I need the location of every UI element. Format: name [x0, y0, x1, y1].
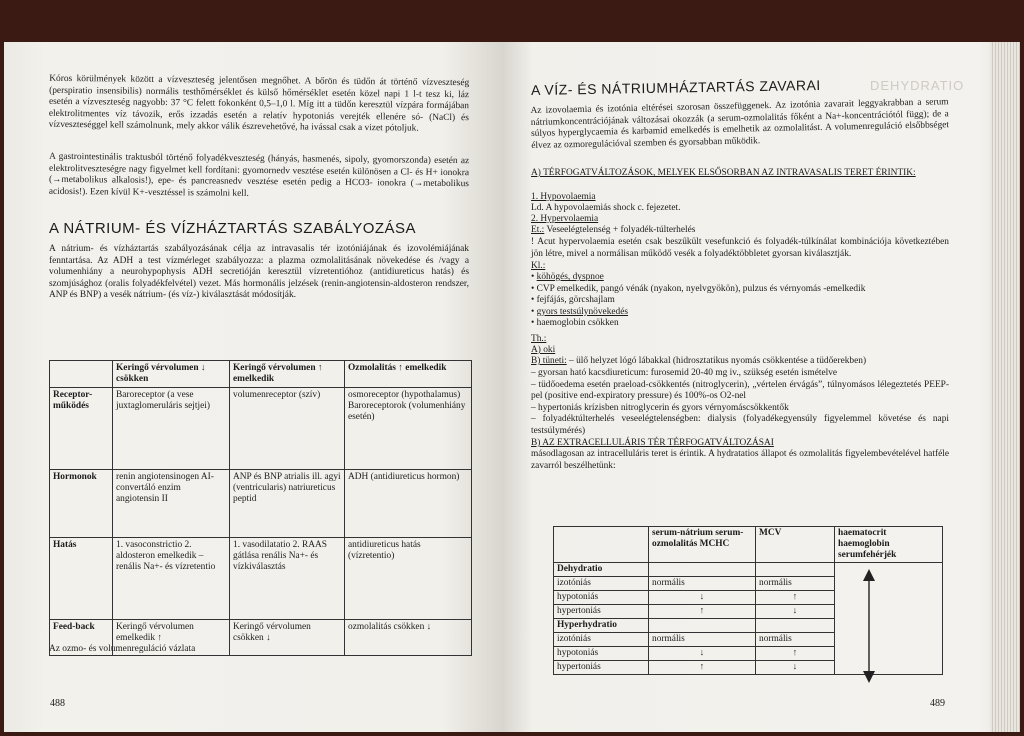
- row-label: izotóniás: [554, 577, 649, 591]
- list-item-text: gyorsan ható kacsdiureticum: furosemid 20-40 mg iv., szükség esetén ismételve: [538, 368, 838, 378]
- row-label: hypertoniás: [554, 661, 649, 675]
- list-item-hypovolaemia-ref: Ld. A hypovolaemiás shock c. fejezetet.: [531, 203, 681, 213]
- subsection-b-text: másodlagosan az intracelluláris teret is érintik. A hydratatios állapot és ozmolalitás figyelembevételével hatféle zavarról beszélhetünk:: [531, 449, 949, 471]
- table-cell: Keringő vérvolumen emelkedik ↑: [113, 620, 230, 656]
- table-cell: ↓: [649, 591, 756, 605]
- list-item-text: folyadéktúlterhelés veseelégtelenségben: dialysis (folyadékegyensúly figyelemmel követése és napi testsúlymérés): [531, 414, 949, 436]
- table-cell: ↑: [756, 591, 835, 605]
- th-label: Th.:: [531, 334, 547, 344]
- table-header-cell: Keringő vérvolumen ↓ csökken: [113, 361, 230, 388]
- list-item-text: haemoglobin csökken: [536, 318, 619, 329]
- table-cell: ↓: [649, 647, 756, 661]
- page-number-left: 488: [50, 698, 65, 709]
- section-title-right: A VÍZ- ÉS NÁTRIUMHÁZTARTÁS ZAVARAI: [530, 76, 821, 98]
- th-b-text: ülő helyzet lógó lábakkal (hidrosztatikus nyomás csökkentése a tüdőerekben): [576, 356, 867, 366]
- row-label: Feed-back: [50, 620, 113, 656]
- subsection-b-title: B) AZ EXTRACELLULÁRIS TÉR TÉRFOGATVÁLTOZÁSAI: [531, 438, 774, 448]
- section-paragraph: A nátrium- és vízháztartás szabályozásának célja az intravasalis tér izotóniájának és izovolémiájának fenntartása. Az ADH a test vízmérleget szabályozza: a plazma ozmolalitásának növekedése és /vagy a volumenhiány a neurohypophysis ADH secretióján keresztül vízretentióhoz (antidiureticus hatás) és szomjúsághoz (oralis folyadékfelvétel) vezet. Más hormonális jelzések (renin-angiotensin-aldosteron rendszer, ANP és BNP) a vesék nátrium- (és víz-) kiválasztását módosítják.: [49, 244, 469, 301]
- therapy-list: [531, 368, 949, 438]
- list-item-text: tüdőoedema esetén praeload-csökkentés (nitroglycerin), „vértelen érvágás”, túlnyomásos lélegeztetés PEEP-pel (positive end-expiratory pressure) és 100%-os O2-nel: [531, 379, 950, 402]
- section-title-left: A NÁTRIUM- ÉS VÍZHÁZTARTÁS SZABÁLYOZÁSA: [49, 220, 417, 237]
- table-cell: ADH (antidiureticus hormon): [345, 470, 472, 538]
- list-item: • köhögés, dyspnoe: [531, 272, 604, 282]
- row-label: Receptor-működés: [50, 388, 113, 470]
- table-row: [50, 388, 472, 470]
- et-text: Veseelégtelenség + folyadék-túlterhelés: [546, 225, 696, 235]
- th-a: A) oki: [531, 345, 556, 355]
- faded-header: DEHYDRATIO: [870, 78, 965, 93]
- table-header-cell: Ozmolalitás ↑ emelkedik: [345, 361, 472, 388]
- list-item: • haemoglobin csökken: [531, 318, 619, 329]
- list-item-text: fejfájás, görcshajlam: [536, 295, 615, 306]
- table-cell: normális: [649, 577, 756, 591]
- table-cell: normális: [756, 577, 835, 591]
- table-cell: ↓: [756, 605, 835, 619]
- list-item-text: gyors testsúlynövekedés: [536, 306, 629, 317]
- table-header-cell: [554, 527, 649, 563]
- row-label: Dehydratio: [554, 563, 649, 577]
- table-cell: renin angiotensinogen AI-convertáló enzim angiotensin II: [113, 470, 230, 538]
- vertical-arrow-cell: [835, 563, 943, 675]
- table-cell: 1. vasoconstrictio 2. aldosteron emelkedik – renális Na+- és vízretentio: [113, 538, 230, 620]
- warning-text: ! Acut hypervolaemia esetén csak beszűkült vesefunkció és folyadék-túlkínálat kombinációja következtében jön létre, mivel a normálisan működő vesék a folyadéktöbbletet gyorsan kiválasztják.: [531, 237, 949, 259]
- table-cell: ↑: [756, 647, 835, 661]
- th-b-label: B) tüneti:: [531, 356, 567, 366]
- list-item: – gyorsan ható kacsdiureticum: furosemid 20-40 mg iv., szükség esetén ismételve: [531, 368, 838, 378]
- table-cell: Keringő vérvolumen csökken ↓: [230, 620, 345, 656]
- list-item-hypervolaemia: 2. Hypervolaemia: [531, 214, 599, 224]
- table-header-cell: Keringő vérvolumen ↑ emelkedik: [230, 361, 345, 388]
- row-label: izotóniás: [554, 633, 649, 647]
- double-arrow-icon: [859, 567, 919, 685]
- open-book: [4, 42, 1020, 732]
- list-item-text: hypertoniás krízisben nitroglycerin és gyors vérnyomáscsökkentők: [538, 402, 789, 413]
- table-cell: normális: [756, 633, 835, 647]
- list-item-text: CVP emelkedik, pangó vénák (nyakon, nyelvgyökön), pulzus és vérnyomás -emelkedik: [536, 283, 866, 294]
- table-header-cell: serum-nátrium serum-ozmolalitás MCHC: [649, 527, 756, 563]
- table-cell: [756, 563, 835, 577]
- table-cell: ANP és BNP atrialis ill. agyi (ventricularis) natriureticus peptid: [230, 470, 345, 538]
- table-cell: [649, 619, 756, 633]
- list-item: • fejfájás, görcshajlam: [531, 295, 615, 306]
- list-item: – tüdőoedema esetén praeload-csökkentés (nitroglycerin), „vértelen érvágás”, túlnyomásos lélegeztetés PEEP-pel (positive end-expiratory pressure) és 100%-os O2-nel: [531, 379, 950, 402]
- table-caption: Az ozmo- és volumenreguláció vázlata: [49, 644, 196, 654]
- row-label: Hyperhydratio: [554, 619, 649, 633]
- table-row: [554, 563, 943, 577]
- table-header-row: [554, 527, 943, 563]
- list-item: – hypertoniás krízisben nitroglycerin és gyors vérnyomáscsökkentők: [531, 402, 789, 413]
- et-label: Et.:: [531, 225, 545, 235]
- subsection-a-title: A) TÉRFOGATVÁLTOZÁSOK, MELYEK ELSŐSORBAN AZ INTRAVASALIS TERET ÉRINTIK:: [531, 168, 916, 178]
- table-cell: [756, 619, 835, 633]
- table-cell: [649, 563, 756, 577]
- list-item-hypovolaemia: 1. Hypovolaemia: [531, 192, 596, 202]
- table-cell: ozmolalitás csökken ↓: [345, 620, 472, 656]
- table-header-row: [50, 361, 472, 388]
- page-number-right: 489: [930, 698, 945, 709]
- row-label: Hormonok: [50, 470, 113, 538]
- table-header-cell: [50, 361, 113, 388]
- clinical-list: [531, 272, 949, 330]
- kl-label: Kl.:: [531, 261, 546, 271]
- etiology-line: [531, 225, 949, 237]
- table-row: [50, 538, 472, 620]
- table-cell: osmoreceptor (hypothalamus) Baroreceptorok (volumenhiány esetén): [345, 388, 472, 470]
- hydration-table: [553, 526, 943, 675]
- table-cell: 1. vasodilatatio 2. RAAS gátlása renális Na+- és vízkiválasztás: [230, 538, 345, 620]
- left-page: [4, 42, 502, 732]
- table-cell: Baroreceptor (a vese juxtaglomeruláris sejtjei): [113, 388, 230, 470]
- table-cell: ↓: [756, 661, 835, 675]
- table-row: [50, 470, 472, 538]
- table-header-cell: haematocrit haemoglobin serumfehérjék: [835, 527, 943, 563]
- row-label: hypertoniás: [554, 605, 649, 619]
- right-intro: Az izovolaemia és izotónia eltérései szorosan összefüggenek. Az izotónia zavarait leggyakrabban a serum nátriumkoncentrációjának változásai okozzák (a serum-ozmolalitás főként a Na+-koncentrációtól függ); de a súlyos hyperglycaemia és karbamid emelkedés is emelhetik az ozmolalitást. A volumenreguláció elsőbbséget élvez az ozmoregulációval szemben és gyorsabban működik.: [530, 97, 950, 151]
- table-cell: ↑: [649, 661, 756, 675]
- table-cell: antidiureticus hatás (vízretentio): [345, 538, 472, 620]
- table-cell: ↑: [649, 605, 756, 619]
- intro-paragraph-1: Kóros körülmények között a vízveszteség jelentősen megnőhet. A bőrön és tüdőn át történő vízveszteség (perspiratio insensibilis) normális testhőmérséklet és külső hőmérséklet esetén közel napi 1 l-t tesz ki, láz esetén a vízveszteség nagyobb: 37 °C felett fokonként 0,5–1,0 l. Míg itt a tüdőn keresztül vízpára formájában elektrolitmentes víz távozik, erős izzadás esetén a relatív hypotoniás verejték ellenére só- (NaCl) és vízveszteséggel kell számolnunk, mely akkor válik észrevehetővé, ha ivással csak a vizet pótoljuk.: [48, 73, 470, 135]
- row-label: Hatás: [50, 538, 113, 620]
- table-cell: normális: [649, 633, 756, 647]
- page-edges: [990, 42, 1020, 732]
- table-cell: volumenreceptor (szív): [230, 388, 345, 470]
- row-label: hypotoniás: [554, 647, 649, 661]
- th-b-line: B) tüneti: – ülő helyzet lógó lábakkal (hidrosztatikus nyomás csökkentése a tüdőerekben): [531, 356, 867, 366]
- row-label: hypotoniás: [554, 591, 649, 605]
- intro-paragraph-2: A gastrointestinális traktusból történő folyadékveszteség (hányás, hasmenés, sipoly, gyomorszonda) esetén az elektrolitveszteségre nagy figyelmet kell fordítani: gyomornedv vesztése esetén különösen a Cl- és H+ ionokra (→metabolikus alkalosis!), epe- és pancreasnedv vesztése esetén pedig a HCO3- ionokra (→metabolikus acidosis!). Ezen kívül K+-vesztéssel is számolni kell.: [48, 151, 470, 199]
- table-header-cell: MCV: [756, 527, 835, 563]
- list-item: – folyadéktúlterhelés veseelégtelenségben: dialysis (folyadékegyensúly figyelemmel követése és napi testsúlymérés): [531, 414, 949, 436]
- list-item-text: köhögés, dyspnoe: [536, 272, 604, 282]
- regulation-table: [49, 360, 472, 656]
- list-item: • gyors testsúlynövekedés: [531, 306, 629, 317]
- list-item: • CVP emelkedik, pangó vénák (nyakon, nyelvgyökön), pulzus és vérnyomás -emelkedik: [531, 283, 866, 294]
